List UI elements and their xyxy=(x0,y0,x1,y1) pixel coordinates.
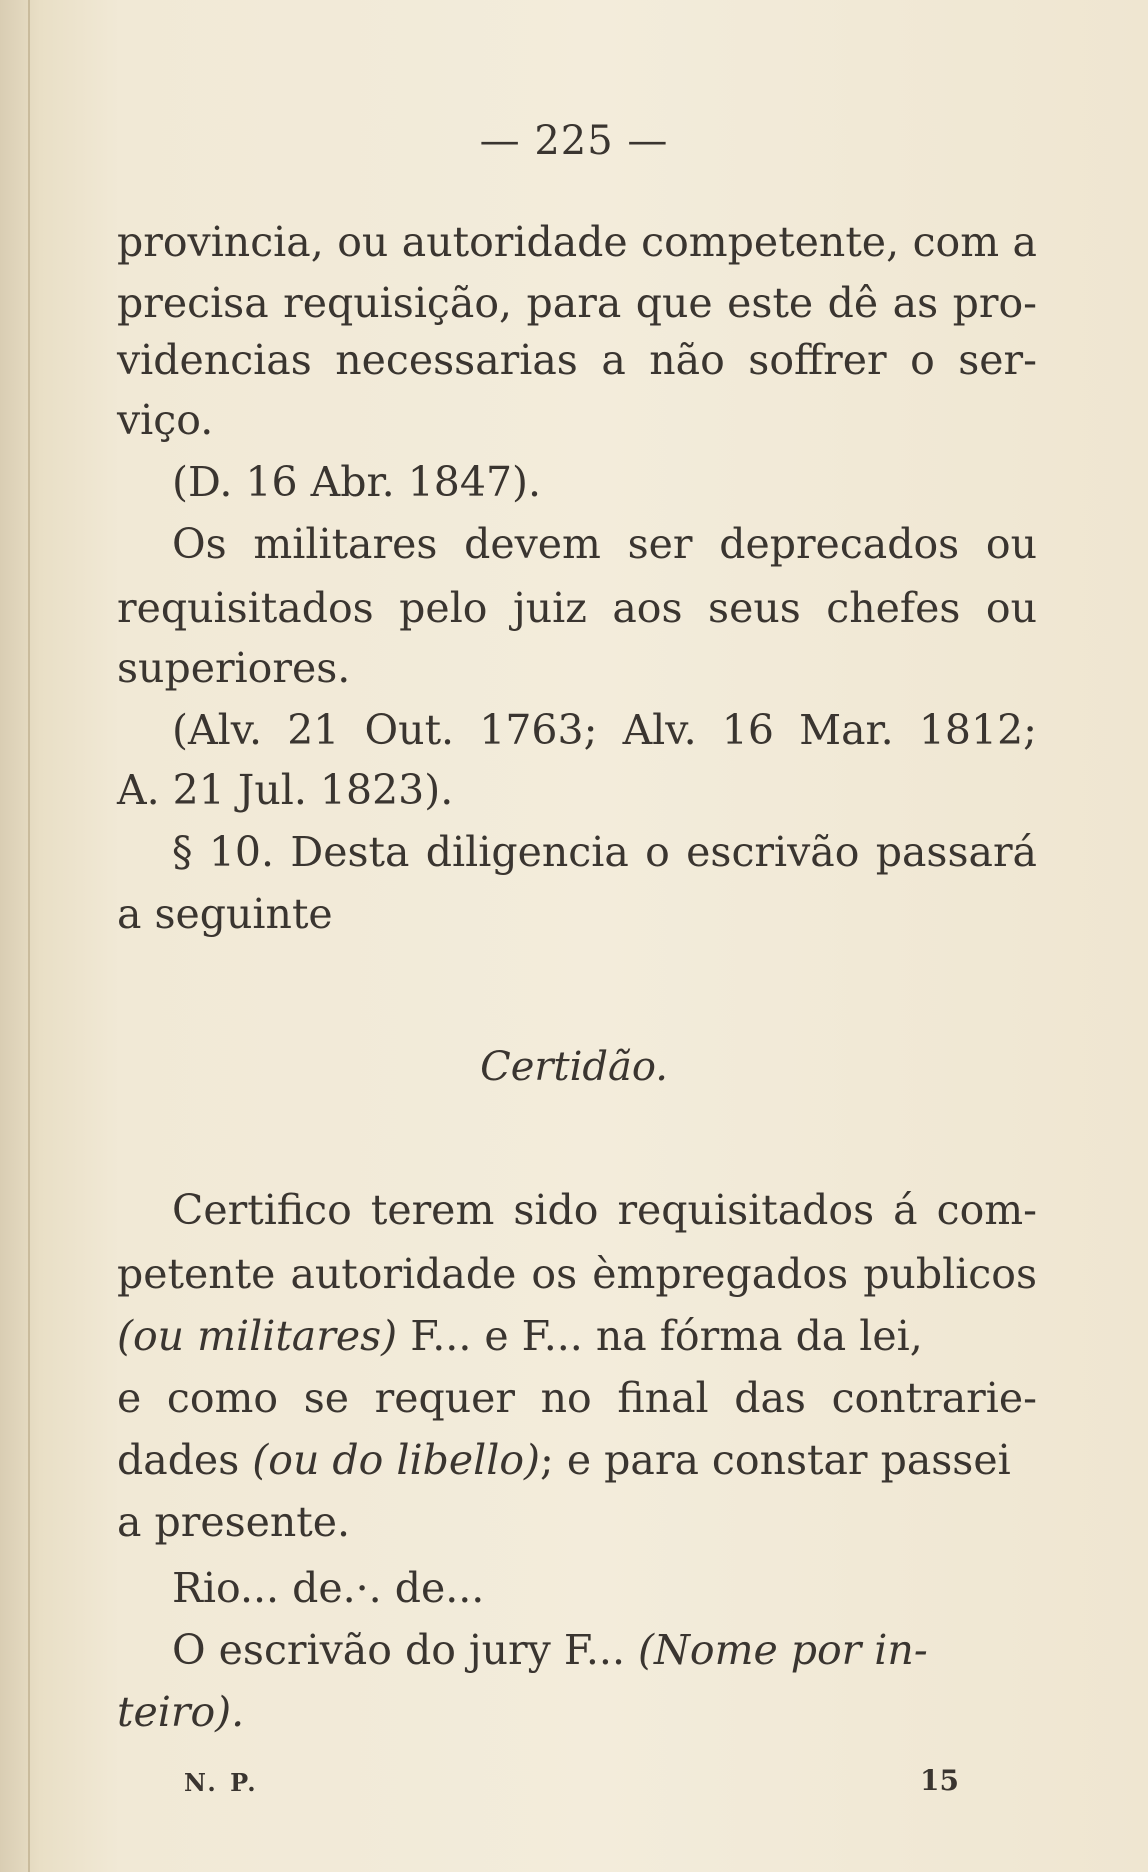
text-line xyxy=(172,1626,928,1674)
text-line: (D. 16 Abr. 1847). xyxy=(172,458,542,506)
text-line: videncias necessarias a não soffrer o ser- xyxy=(117,336,1037,384)
italic-text: (ou do libello) xyxy=(252,1436,541,1484)
text-span: dades xyxy=(117,1436,253,1484)
text-line: requisitados pelo juiz aos seus chefes ou xyxy=(117,584,1037,632)
page-number-header: — 225 — xyxy=(479,118,669,164)
certificate-heading: Certidão. xyxy=(480,1044,668,1090)
text-line: petente autoridade os èmpregados publicos xyxy=(117,1250,1037,1298)
signature-number: 15 xyxy=(920,1764,959,1797)
text-line: (Alv. 21 Out. 1763; Alv. 16 Mar. 1812; xyxy=(172,706,1037,754)
text-line: provincia, ou autoridade competente, com a xyxy=(117,218,1037,266)
text-line: precisa requisição, para que este dê as pro- xyxy=(117,279,1037,327)
text-line: A. 21 Jul. 1823). xyxy=(117,766,454,814)
text-line: superiores. xyxy=(117,644,351,692)
text-line: a presente. xyxy=(117,1498,351,1546)
text-span: ; e para constar passei xyxy=(540,1436,1011,1484)
text-line: teiro). xyxy=(117,1688,245,1736)
text-line: Os militares devem ser deprecados ou xyxy=(172,520,1037,568)
binding-edge xyxy=(28,0,30,1872)
italic-text: (Nome por in- xyxy=(638,1626,928,1674)
text-line xyxy=(117,1436,1011,1484)
text-span: F... e F... na fórma da lei, xyxy=(397,1312,923,1360)
text-line: a seguinte xyxy=(117,890,333,938)
text-line: e como se requer no final das contrarie- xyxy=(117,1374,1037,1422)
text-line: viço. xyxy=(117,396,214,444)
text-line: Certifico terem sido requisitados á com- xyxy=(172,1186,1037,1234)
text-line xyxy=(117,1312,923,1360)
text-span: O escrivão do jury F... xyxy=(172,1626,639,1674)
text-line: § 10. Desta diligencia o escrivão passará xyxy=(172,828,1037,876)
signature-mark: N. P. xyxy=(184,1768,259,1797)
italic-text: (ou militares) xyxy=(117,1312,398,1360)
text-line: Rio... de.·. de... xyxy=(172,1564,485,1612)
